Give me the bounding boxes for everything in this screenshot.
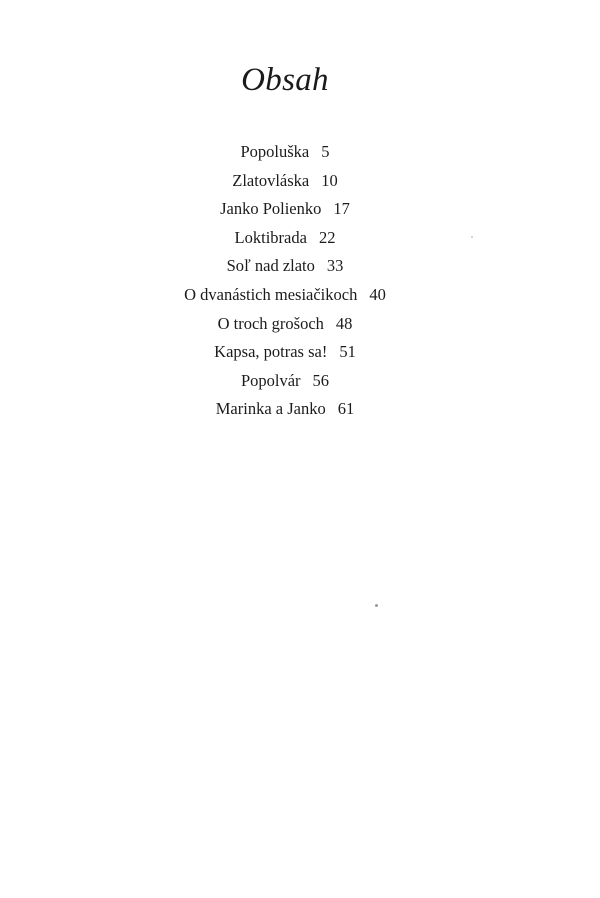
toc-entry [0,310,570,339]
toc-entry [0,138,570,167]
page-title: Obsah [241,62,329,98]
toc-entry-page: 10 [321,170,338,190]
toc-entry [0,224,570,253]
toc-entry-page: 61 [337,399,355,419]
toc-entry [0,195,570,224]
toc-entry-title: Loktibrada [234,227,307,247]
toc-entry-title: Zlatovláska [232,170,310,190]
table-of-contents [0,138,570,424]
toc-entry [0,338,570,367]
toc-entry [0,367,570,396]
paper-speck [375,604,378,607]
toc-entry-page: 33 [326,256,344,276]
toc-entry [0,167,570,196]
toc-entry-title: Popoluška [240,142,310,161]
toc-entry [0,252,570,281]
toc-entry-page: 40 [369,284,386,304]
paper-speck [471,236,473,238]
toc-entry [0,395,570,424]
toc-entry-title: Popolvár [240,370,301,390]
toc-entry-page: 51 [339,342,356,362]
toc-entry-title: Soľ nad zlato [226,256,315,276]
toc-entry-page: 22 [318,227,336,247]
toc-entry-page: 56 [312,370,330,390]
toc-entry-page: 5 [321,142,330,161]
toc-entry [0,281,570,310]
toc-entry-page: 48 [335,313,353,333]
toc-entry-title: Marinka a Janko [215,399,326,419]
toc-entry-title: O dvanástich mesiačikoch [184,284,358,304]
toc-entry-title: O troch grošoch [217,313,324,333]
toc-entry-title: Kapsa, potras sa! [214,342,328,362]
toc-entry-page: 17 [333,199,350,219]
toc-entry-title: Janko Polienko [220,199,322,219]
